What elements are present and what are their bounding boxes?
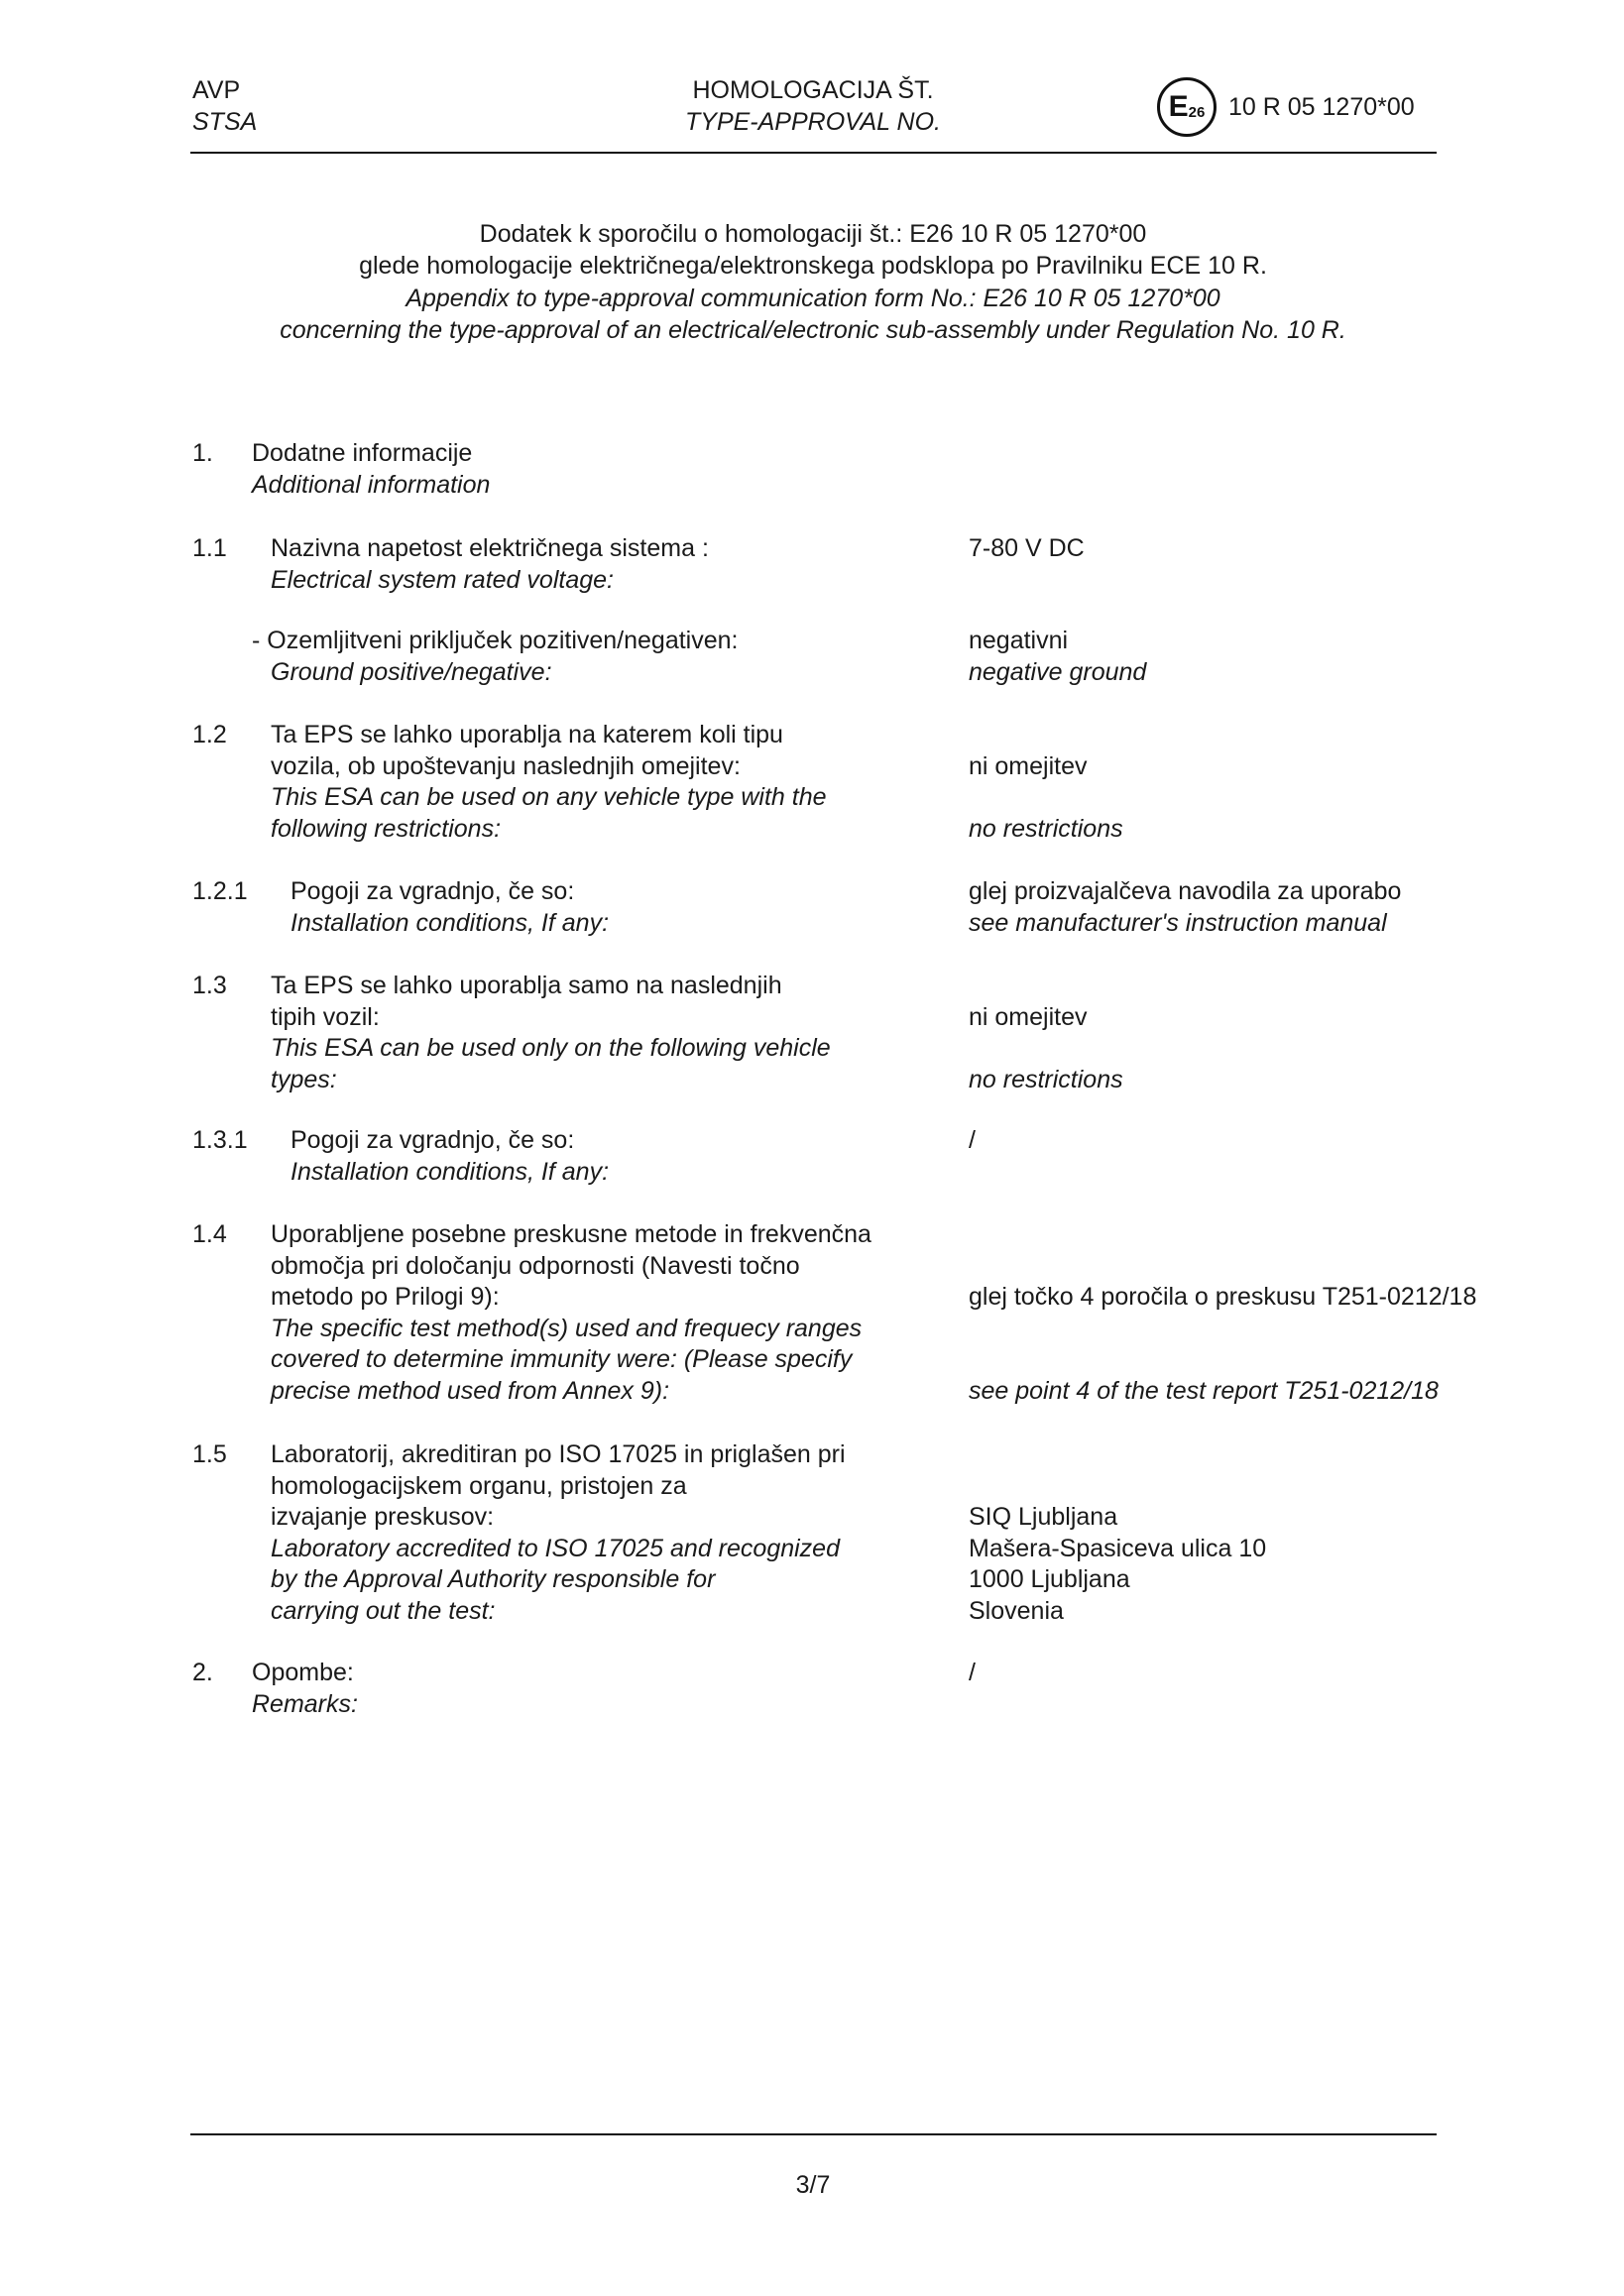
section-label [252,438,490,501]
section-value: glej točko 4 poročila o preskusu T251-0212/18 [969,1283,1477,1312]
section-value: / [969,1126,976,1154]
intro-line: concerning the type-approval of an electrical/electronic sub-assembly under Regulation No. 10 R. [280,315,1346,344]
section-number: 1.4 [192,1220,227,1248]
approval-mark-circle [1157,77,1217,137]
approval-number: 10 R 05 1270*00 [1228,93,1415,121]
label-line: Ta EPS se lahko uporablja na katerem koli tipu [271,721,783,748]
label-line: by the Approval Authority responsible for [271,1565,716,1594]
label-line: Installation conditions, If any: [290,908,610,937]
section-value: 7-80 V DC [969,534,1085,562]
label-line: območja pri določanju odpornosti (Navesti točno [271,1251,800,1280]
section-number: 1.1 [192,534,227,562]
section-value: no restrictions [969,1065,1123,1093]
section-number: 1.3.1 [192,1126,248,1154]
section-label [290,1125,609,1188]
label-line: Pogoji za vgradnjo, če so: [290,877,575,905]
section-value: see point 4 of the test report T251-0212/18 [969,1377,1439,1405]
label-line: Pogoji za vgradnjo, če so: [290,1126,575,1154]
label-line: - Ozemljitveni priključek pozitiven/negativen: [252,627,739,654]
approval-mark-number: 26 [1188,103,1206,121]
section-value: SIQ Ljubljana [969,1503,1118,1532]
section-number: 1.2.1 [192,877,248,905]
label-line: vozila, ob upoštevanju naslednjih omejitev: [271,751,741,780]
header-title-en: TYPE-APPROVAL NO. [685,107,941,136]
label-line: Electrical system rated voltage: [271,565,614,594]
label-line: Dodatne informacije [252,439,473,467]
label-line: tipih vozil: [271,1002,380,1031]
label-line: Ta EPS se lahko uporablja samo na naslednjih [271,972,782,999]
section-label [271,1219,871,1408]
section-number: 1. [192,439,213,467]
intro-line: glede homologacije električnega/elektronskega podsklopa po Pravilniku ECE 10 R. [359,252,1267,281]
label-line: carrying out the test: [271,1596,496,1625]
label-line: izvajanje preskusov: [271,1503,495,1532]
section-number: 2. [192,1659,213,1686]
label-line: Laboratorij, akreditiran po ISO 17025 in priglašen pri [271,1440,846,1468]
label-line: Uporabljene posebne preskusne metode in frekvenčna [271,1220,871,1248]
label-line: Remarks: [252,1689,358,1718]
section-value: Mašera-Spasiceva ulica 10 [969,1534,1267,1562]
footer-divider [190,2133,1437,2135]
intro-line: Dodatek k sporočilu o homologaciji št.: E26 10 R 05 1270*00 [479,220,1147,248]
header-divider [190,152,1437,154]
label-line: Ground positive/negative: [271,657,552,686]
section-value: / [969,1659,976,1686]
label-line: Opombe: [252,1659,354,1686]
label-line: following restrictions: [271,814,502,843]
label-line: homologacijskem organu, pristojen za [271,1471,687,1500]
label-line: types: [271,1065,337,1093]
header-title [416,75,1210,138]
label-line: Installation conditions, If any: [290,1157,610,1186]
section-value: negativni [969,627,1069,654]
section-number: 1.2 [192,721,227,748]
page-number: 3/7 [795,2171,831,2199]
section-value: no restrictions [969,814,1123,843]
label-line: Additional information [252,470,491,499]
section-value: 1000 Ljubljana [969,1565,1130,1594]
section-label [271,533,709,596]
label-line: This ESA can be used only on the following vehicle [271,1034,831,1063]
section-value: glej proizvajalčeva navodila za uporabo [969,877,1402,905]
header-org-sl: AVP [192,76,241,104]
label-line: precise method used from Annex 9): [271,1376,670,1405]
section-value: see manufacturer's instruction manual [969,908,1387,937]
approval-mark-letter: E [1168,90,1189,123]
label-line: This ESA can be used on any vehicle type with the [271,783,827,812]
section-label [271,720,827,845]
section-value: Slovenia [969,1597,1064,1625]
label-line: The specific test method(s) used and frequecy ranges [271,1314,863,1342]
section-number: 1.5 [192,1440,227,1468]
section-label [271,971,831,1095]
header-title-sl: HOMOLOGACIJA ŠT. [692,76,934,104]
section-label [252,1658,358,1720]
intro-line: Appendix to type-approval communication form No.: E26 10 R 05 1270*00 [406,284,1220,312]
section-value: negative ground [969,657,1147,686]
section-number: 1.3 [192,972,227,999]
section-value: ni omejitev [969,751,1088,780]
section-label [271,1439,846,1628]
header-org-en: STSA [192,107,258,136]
label-line: Laboratory accredited to ISO 17025 and recognized [271,1534,840,1562]
label-line: covered to determine immunity were: (Please specify [271,1345,853,1374]
section-value: ni omejitev [969,1002,1088,1031]
header-organization [192,75,257,138]
intro-block [169,218,1457,346]
section-label [252,626,739,688]
label-line: Nazivna napetost električnega sistema : [271,534,709,562]
label-line: metodo po Prilogi 9): [271,1283,500,1312]
section-label [290,876,609,939]
